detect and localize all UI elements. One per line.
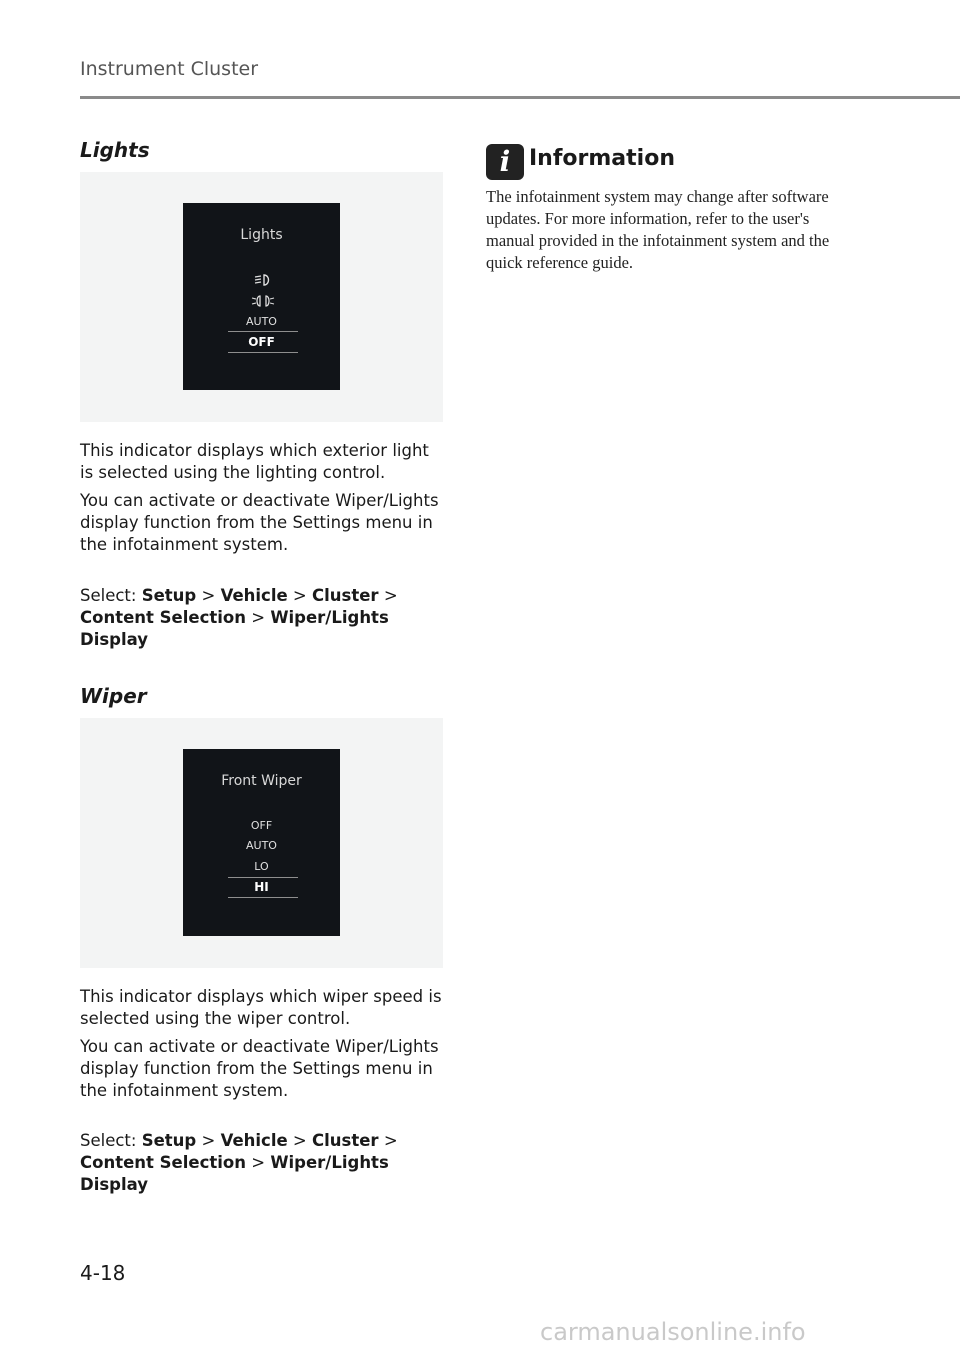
lights-select-path — [80, 585, 442, 651]
select-label: Select: — [80, 1131, 137, 1150]
path-vehicle: Vehicle — [220, 1131, 288, 1150]
path-separator: > — [292, 1131, 307, 1150]
lights-screen-title: Lights — [240, 227, 283, 243]
lights-description: This indicator displays which exterior light is selected using the lighting control. — [80, 441, 429, 482]
lights-cluster-screen — [183, 203, 340, 390]
path-separator: > — [201, 1131, 216, 1150]
lights-option-auto: AUTO — [246, 315, 277, 328]
lights-activation-note: You can activate or deactivate Wiper/Lights display function from the Settings menu in the infotainment system. — [80, 491, 439, 554]
lights-heading: Lights — [80, 138, 150, 162]
path-setup: Setup — [141, 1131, 197, 1150]
position-light-icon — [251, 294, 275, 308]
wiper-option-auto: AUTO — [246, 839, 277, 852]
path-vehicle: Vehicle — [220, 586, 288, 605]
wiper-figure — [80, 718, 443, 968]
path-separator: > — [383, 1131, 398, 1150]
low-beam-icon — [253, 273, 273, 287]
wiper-option-lo: LO — [254, 860, 269, 873]
wiper-cluster-screen — [183, 749, 340, 936]
path-separator: > — [251, 608, 266, 627]
wiper-activation-note: You can activate or deactivate Wiper/Lights display function from the Settings menu in the infotainment system. — [80, 1037, 439, 1100]
path-cluster: Cluster — [312, 586, 379, 605]
path-wiper-lights-display: Wiper/Lights Display — [80, 1153, 389, 1194]
path-setup: Setup — [141, 586, 197, 605]
info-title: Information — [529, 146, 675, 171]
path-content-selection: Content Selection — [80, 608, 246, 627]
wiper-option-hi: HI — [254, 880, 269, 894]
wiper-screen-title: Front Wiper — [221, 773, 302, 789]
path-separator: > — [383, 586, 398, 605]
header-divider — [80, 96, 960, 99]
wiper-heading: Wiper — [80, 684, 147, 708]
path-cluster: Cluster — [312, 1131, 379, 1150]
path-separator: > — [251, 1153, 266, 1172]
lights-option-off: OFF — [248, 335, 275, 349]
wiper-description: This indicator displays which wiper speed is selected using the wiper control. — [80, 987, 442, 1028]
info-icon: i — [486, 144, 524, 180]
path-content-selection: Content Selection — [80, 1153, 246, 1172]
lights-figure — [80, 172, 443, 422]
select-label: Select: — [80, 586, 137, 605]
path-separator: > — [201, 586, 216, 605]
lights-selection-line-top — [228, 331, 298, 332]
wiper-selection-line-bottom — [228, 897, 298, 898]
lights-selection-line-bottom — [228, 352, 298, 353]
wiper-select-path — [80, 1130, 442, 1196]
wiper-selection-line-top — [228, 877, 298, 878]
path-wiper-lights-display: Wiper/Lights Display — [80, 608, 389, 649]
path-separator: > — [292, 586, 307, 605]
page-number: 4-18 — [80, 1261, 126, 1285]
running-header: Instrument Cluster — [80, 58, 259, 80]
watermark: carmanualsonline.info — [540, 1318, 806, 1346]
wiper-option-off: OFF — [250, 819, 273, 832]
info-text: The infotainment system may change after software updates. For more information, refer to the user's manual provided in the infotainment system and the quick reference guide. — [486, 187, 830, 272]
